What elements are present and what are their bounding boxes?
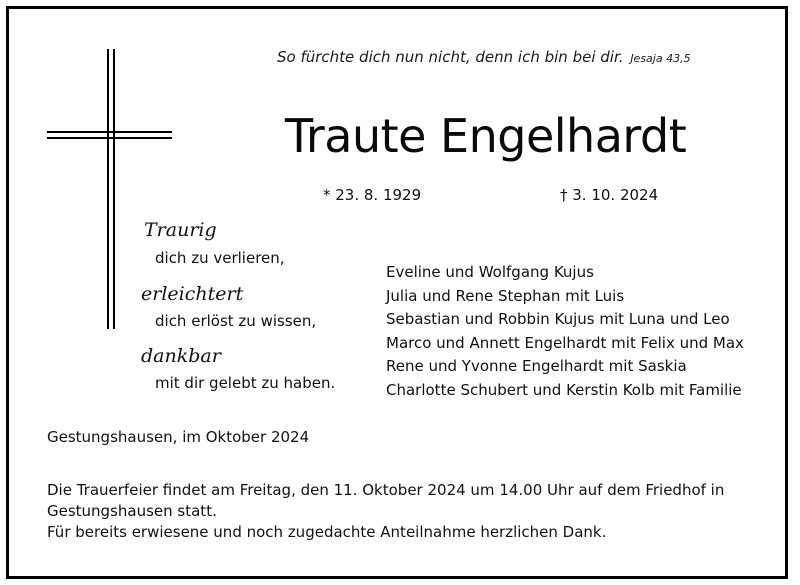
poem-line-2: dich erlöst zu wissen, xyxy=(155,312,317,330)
poem-word-dankbar: dankbar xyxy=(141,345,221,367)
mourner-line: Charlotte Schubert und Kerstin Kolb mit Familie xyxy=(386,380,742,399)
obituary-notice xyxy=(6,6,788,579)
mourner-line: Marco und Annett Engelhardt mit Felix und Max xyxy=(386,333,744,352)
verse-text: So fürchte dich nun nicht, denn ich bin bei dir. xyxy=(277,48,624,66)
place-and-date: Gestungshausen, im Oktober 2024 xyxy=(47,428,310,446)
death-date: † 3. 10. 2024 xyxy=(560,186,659,204)
verse-reference: Jesaja 43,5 xyxy=(630,52,691,65)
mourner-line: Julia und Rene Stephan mit Luis xyxy=(386,286,625,305)
bible-verse xyxy=(277,48,691,66)
poem-word-traurig: Traurig xyxy=(144,219,217,241)
birth-date: * 23. 8. 1929 xyxy=(323,186,422,204)
poem-line-1: dich zu verlieren, xyxy=(155,249,285,267)
family-mourners xyxy=(386,261,744,402)
mourner-line: Eveline und Wolfgang Kujus xyxy=(386,263,594,281)
thanks-note: Für bereits erwiesene und noch zugedachte Anteilnahme herzlichen Dank. xyxy=(47,523,607,541)
poem-word-erleichtert: erleichtert xyxy=(141,283,244,305)
funeral-information xyxy=(47,480,772,543)
funeral-details: Die Trauerfeier findet am Freitag, den 11. Oktober 2024 um 14.00 Uhr auf dem Friedhof in Gestungshausen statt. xyxy=(47,481,725,520)
deceased-name: Traute Engelhardt xyxy=(285,109,687,163)
mourner-line: Sebastian und Robbin Kujus mit Luna und Leo xyxy=(386,310,730,328)
poem-line-3: mit dir gelebt zu haben. xyxy=(155,374,336,392)
mourner-line: Rene und Yvonne Engelhardt mit Saskia xyxy=(386,357,687,375)
